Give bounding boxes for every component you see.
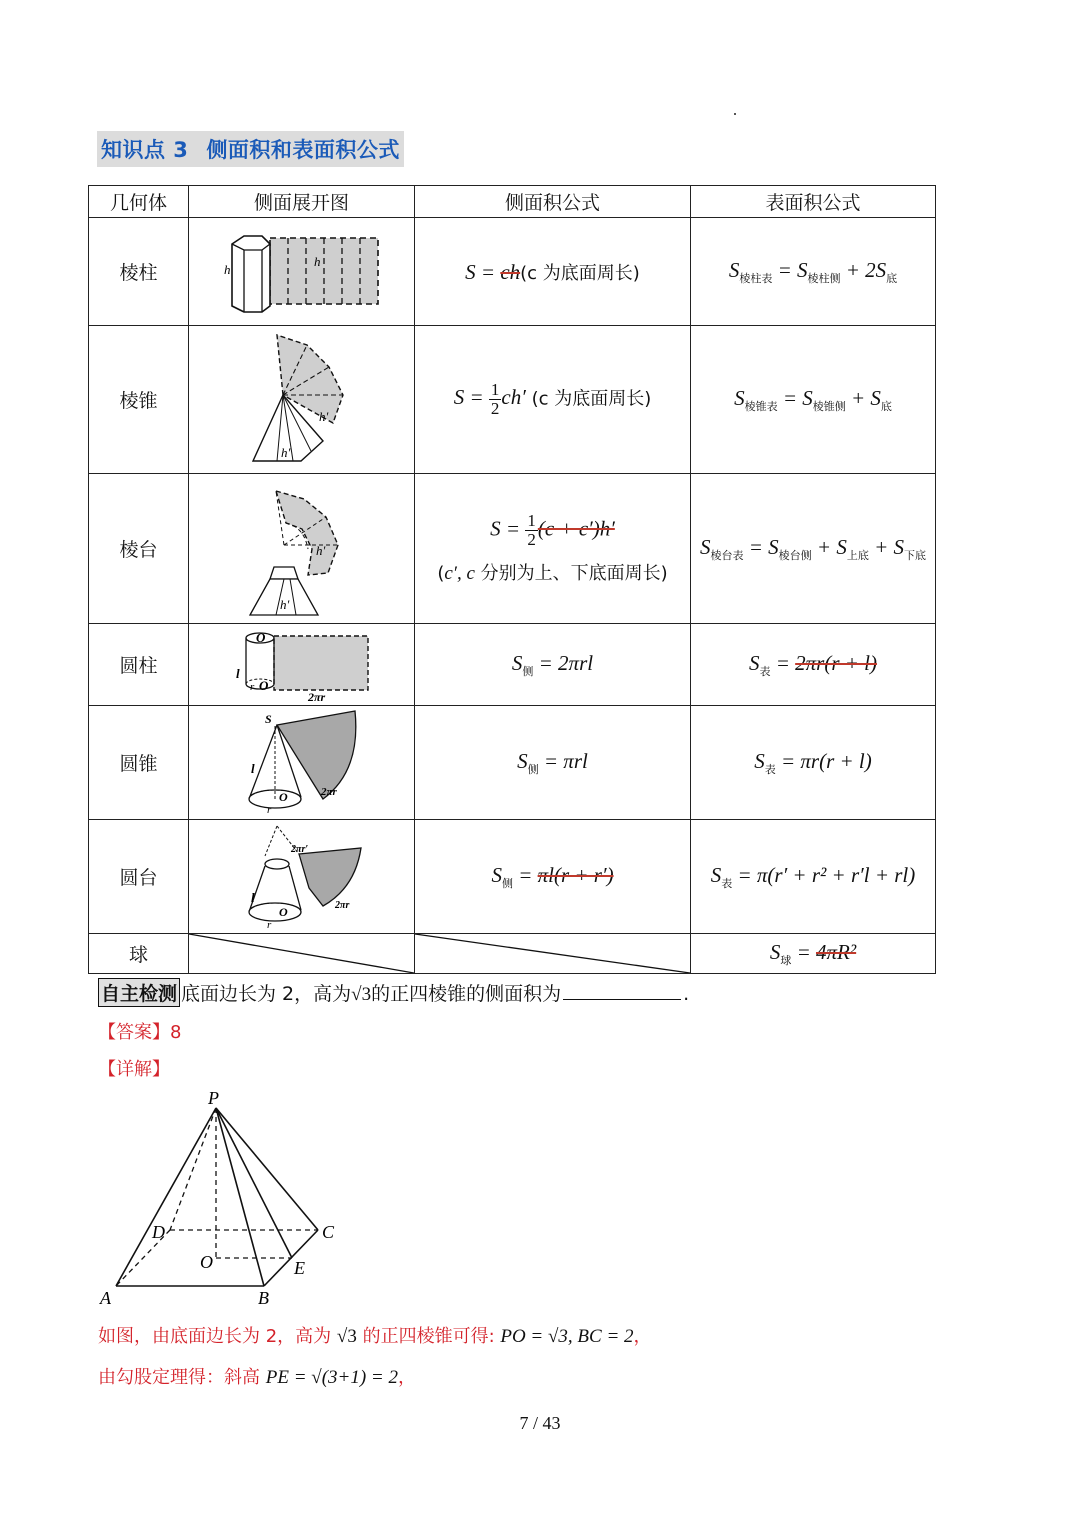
svg-text:2πr: 2πr [320, 785, 337, 798]
net-figure-cell [189, 624, 415, 706]
table-row-cylinder [89, 624, 936, 706]
header-net: 侧面展开图 [189, 186, 415, 218]
surface-formula: $S_{棱锥表} = S_{棱锥侧} + S_底$ [691, 326, 936, 474]
scan-dot [734, 113, 736, 115]
net-figure-cell [189, 218, 415, 326]
table-row-pyramid [89, 326, 936, 474]
svg-text:h′: h′ [315, 542, 325, 558]
section-title [97, 131, 404, 167]
label-B: B [258, 1288, 269, 1308]
empty-cell [415, 934, 691, 974]
label-P: P [208, 1088, 219, 1108]
table-row-prism [89, 218, 936, 326]
table-row-sphere [89, 934, 936, 974]
surface-formula: $S_表 = \pi r(r + l)$ [691, 706, 936, 820]
surface-formula: $S_表 = 2\pi r(r + l)$ [691, 624, 936, 706]
surface-formula: $S_表 = \pi(r' + r^2 + r'l + rl)$ [691, 820, 936, 934]
prism-net-figure [222, 230, 382, 314]
pyramid-net-figure [247, 331, 357, 469]
table-row-frustum-cone [89, 820, 936, 934]
empty-cell [189, 934, 415, 974]
detail-label: 【详解】 [98, 1059, 170, 1080]
net-figure-cell [189, 706, 415, 820]
label-A: A [100, 1288, 111, 1308]
net-figure-cell [189, 326, 415, 474]
svg-text:h′: h′ [279, 596, 289, 612]
solution-line-2: 由勾股定理得：斜高 PE = √(3+1) = 2， [98, 1367, 416, 1388]
label-E: E [294, 1258, 305, 1278]
prism-h2-label: h [313, 253, 320, 269]
header-solid: 几何体 [89, 186, 189, 218]
table-header-row [89, 186, 936, 218]
lateral-formula: S = ch(c 为底面周长) [415, 218, 691, 326]
label-O: O [200, 1252, 213, 1272]
svg-text:r: r [249, 680, 254, 693]
lateral-formula: $S_侧 = 2\pi rl$ [415, 624, 691, 706]
section-label: 知识点 3 [101, 138, 189, 162]
exercise-tag: 自主检测 [98, 978, 180, 1007]
net-figure-cell [189, 820, 415, 934]
answer-blank[interactable] [563, 981, 681, 1000]
lateral-formula: $S_侧 = \pi l(r + r')$ [415, 820, 691, 934]
header-surface: 表面积公式 [691, 186, 936, 218]
net-figure-cell [189, 474, 415, 624]
table-row-cone [89, 706, 936, 820]
svg-text:O: O [278, 789, 288, 804]
row-name: 棱锥 [89, 326, 189, 474]
frustum-net-figure [246, 479, 358, 619]
pyramid-figure [96, 1086, 356, 1308]
row-name: 球 [89, 934, 189, 974]
row-name: 圆柱 [89, 624, 189, 706]
svg-text:l: l [250, 760, 255, 776]
svg-text:O: O [255, 629, 265, 645]
row-name: 棱柱 [89, 218, 189, 326]
svg-text:l: l [235, 665, 240, 681]
frustum-cone-net-figure [237, 822, 367, 932]
surface-formula: $S_球 = 4\pi R^2$ [691, 934, 936, 974]
cylinder-net-figure [232, 628, 372, 702]
section-heading: 侧面积和表面积公式 [206, 138, 400, 162]
svg-text:2πr: 2πr [307, 689, 325, 702]
lateral-formula: S = $\frac{1}{2}$ (c + c′)h′ (c′, c 分别为上、下底面周长) [415, 474, 691, 624]
table-row-frustum [89, 474, 936, 624]
lateral-formula: S = $\frac{1}{2}$ ch′ (c 为底面周长) [415, 326, 691, 474]
svg-text:2πr′: 2πr′ [290, 843, 308, 855]
formula-table [88, 185, 936, 974]
surface-formula: $S_{棱柱表} = S_{棱柱侧} + 2S_底$ [691, 218, 936, 326]
svg-text:S: S [264, 711, 272, 726]
answer-line: 【答案】8 [98, 1022, 182, 1043]
surface-formula: $S_{棱台表} = S_{棱台侧} + S_{上底} + S_{下底}$ [691, 474, 936, 624]
cone-net-figure [237, 709, 367, 817]
label-D: D [152, 1222, 165, 1242]
header-lateral: 侧面积公式 [415, 186, 691, 218]
svg-text:h′: h′ [280, 444, 290, 460]
svg-text:O: O [258, 677, 268, 693]
svg-text:2πr: 2πr [334, 899, 349, 911]
solution-line-1: 如图，由底面边长为 2，高为 √3 的正四棱锥可得: PO = √3, BC = 2， [98, 1326, 652, 1347]
lateral-formula: $S_侧 = \pi rl$ [415, 706, 691, 820]
svg-text:l: l [250, 889, 255, 905]
exercise: 自主检测 底面边长为 2，高为 √3 的正四棱锥的侧面积为 . [98, 978, 689, 1007]
row-name: 圆锥 [89, 706, 189, 820]
page-number: 7 / 43 [519, 1413, 561, 1433]
row-name: 棱台 [89, 474, 189, 624]
label-C: C [322, 1222, 335, 1242]
svg-text:O: O [278, 904, 288, 919]
prism-h-label: h [223, 261, 230, 277]
svg-text:h′: h′ [318, 408, 328, 424]
svg-text:r: r [266, 803, 271, 816]
answer-value: 8 [170, 1022, 182, 1043]
row-name: 圆台 [89, 820, 189, 934]
svg-text:r: r [266, 918, 271, 931]
